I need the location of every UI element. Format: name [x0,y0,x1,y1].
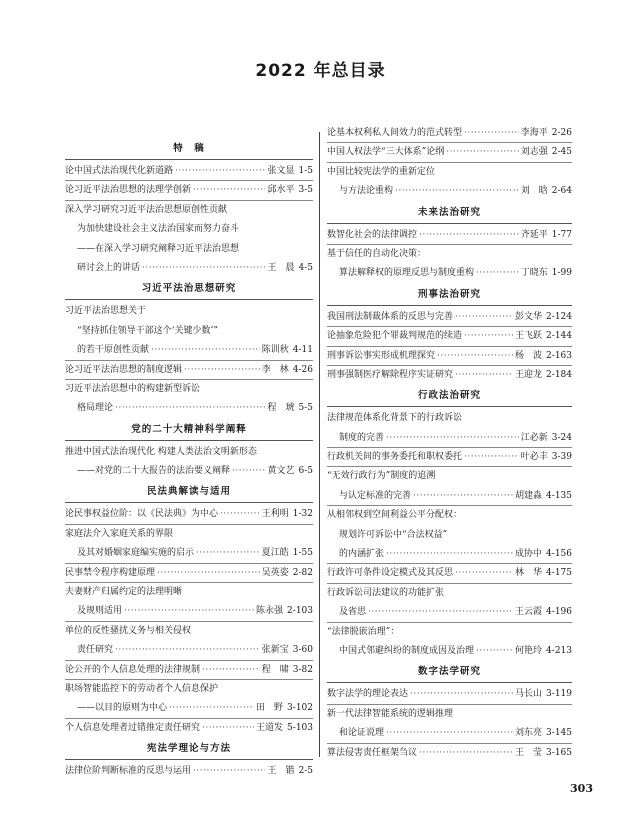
entry-author: 李 林 [261,364,289,375]
toc-entry [65,361,313,380]
entry-page: 3-24 [551,432,572,443]
page-title: 2022 年总目录 [255,61,386,81]
section-heading: 特 稿 [65,138,313,160]
entry-title: 刑事强制医疗解除程序实证研究 [327,369,454,380]
entry-title: 刑事诉讼事实形成机理探究 [327,350,436,361]
entry-author: 马长山 [515,689,543,700]
toc-entry [327,744,572,763]
entry-page: 4-26 [292,364,313,375]
entry-author: 王 晨 [267,262,295,273]
dot-leader [193,762,265,781]
entry-author: 王云霞 [515,607,543,618]
entry-title: 规划许可诉讼中“合法权益” [339,529,448,540]
dot-leader [419,744,513,763]
entry-page: 2-64 [551,186,572,197]
entry-page: 2-163 [546,350,572,361]
toc-entry [65,462,313,481]
entry-title: 格局理论 [77,403,114,414]
dot-leader [413,487,513,506]
entry-title: 家庭法介入家庭关系的界限 [65,528,174,539]
entry-author: 田 野 [256,703,284,714]
dot-leader [169,699,254,718]
toc-entry [327,182,572,201]
dot-leader [437,347,513,366]
dot-leader [202,719,254,738]
entry-title: 与方法论重构 [339,186,394,197]
toc-entry [65,622,313,641]
dot-leader [476,264,519,283]
entry-author: 叶必丰 [520,452,548,463]
dot-leader [175,162,265,181]
entry-title: 和论证说理 [339,728,385,739]
entry-title: 中国人权法学“三大体系”论纲 [327,147,445,158]
entry-author: 何艳玲 [515,645,543,656]
toc-entry [65,544,313,563]
entry-title: 论基本权利私人间效力的范式转型 [327,128,463,138]
toc-entry [327,487,572,506]
toc-entry [65,719,313,738]
toc-entry [327,429,572,448]
entry-author: 杨 波 [515,350,543,361]
entry-title: 行政机关间的事务委托和职权委托 [327,452,463,463]
entry-title: 为加快建设社会主义法治国家而努力奋斗 [77,224,240,235]
section-heading: 习近平法治思想研究 [65,278,313,300]
dot-leader [386,429,519,448]
entry-title: 民事禁令程序构建原理 [65,567,156,578]
entry-page: 5-103 [287,722,313,733]
page-number: 303 [570,782,593,795]
dot-leader [220,505,260,524]
entry-author: 王迎龙 [515,369,543,380]
entry-title: 数字法学的理论表达 [327,689,409,700]
toc-entry [65,259,313,278]
toc-entry [65,583,313,602]
dot-leader [476,642,513,661]
entry-title: ——在深入学习研究阐释习近平法治思想 [77,243,240,254]
entry-page: 4-156 [546,549,572,560]
toc-entry [65,525,313,544]
entry-author: 刘东亮 [515,728,543,739]
toc-entry [327,685,572,704]
entry-author: 林 华 [515,568,543,579]
toc-entry [327,143,572,162]
entry-author: 陈训秋 [261,345,289,356]
toc-entry [65,680,313,699]
entry-author: 彭文华 [515,311,543,322]
entry-author: 成协中 [515,549,543,560]
entry-page: 2-5 [298,766,313,777]
dot-leader [464,124,519,143]
toc-entry [65,302,313,321]
dot-leader [115,641,260,660]
dot-leader [184,361,260,380]
entry-title: 算法解释权的原理反思与制度重构 [339,268,475,279]
entry-title: 的内涵扩张 [339,549,385,560]
entry-title: “法律脱嵌治理”： [327,626,400,637]
entry-page: 4-11 [292,345,313,356]
entry-page: 3-39 [551,452,572,463]
entry-page: 1-32 [292,509,313,520]
dot-leader [464,448,519,467]
toc-entry [327,163,572,182]
entry-page: 1-5 [298,166,313,176]
entry-author: 黄文艺 [267,466,295,477]
dot-leader [446,143,519,162]
dot-leader [410,685,513,704]
entry-title: 及省思 [339,607,367,618]
entry-page: 2-26 [551,128,572,138]
entry-page: 3-5 [298,185,313,196]
dot-leader [115,399,265,418]
dot-leader [157,564,260,583]
toc-entry [327,564,572,583]
toc-entry [327,226,572,245]
entry-page: 6-5 [298,466,313,477]
toc-entry [65,564,313,583]
section-heading: 党的二十大精神科学阐释 [65,419,313,441]
entry-title: 单位的反性骚扰义务与相关侵权 [65,625,192,636]
entry-title: 中国式邻避纠纷的制度成因及治理 [339,645,475,656]
entry-title: ——以目的原则为中心 [77,703,168,714]
entry-title: 算法侵害责任框架刍议 [327,747,418,758]
toc-entry [327,245,572,264]
entry-page: 1-99 [551,268,572,279]
entry-author: 王道发 [256,722,284,733]
toc-entry [327,724,572,743]
entry-page: 1-77 [551,229,572,240]
entry-author: 吴英姿 [261,567,289,578]
entry-author: 胡建淼 [515,490,543,501]
entry-title: 及规则适用 [77,606,123,617]
entry-author: 王飞跃 [515,331,543,342]
entry-page: 2-45 [551,147,572,158]
entry-title: 制度的完善 [339,432,385,443]
entry-author: 李海平 [520,128,548,138]
entry-page: 2-103 [287,606,313,617]
entry-title: 及其对婚姻家庭编实施的启示 [77,548,195,559]
toc-entry [65,341,313,360]
entry-author: 丁晓东 [520,268,548,279]
entry-title: 推进中国式法治现代化 构建人类法治文明新形态 [65,446,257,457]
dot-leader [202,661,260,680]
entry-title: 数智化社会的法律调控 [327,229,418,240]
toc-entry [65,661,313,680]
entry-author: 张新宝 [261,645,289,656]
toc-entry [327,448,572,467]
entry-title: 行政诉讼司法建议的功能扩张 [327,587,445,598]
dot-leader [196,544,260,563]
entry-title: “坚持抓住领导干部这个‘关键少数’” [77,325,218,336]
entry-title: 我国刑法制裁体系的反思与完善 [327,311,454,322]
toc-entry [327,327,572,346]
entry-author: 邱水平 [267,185,295,196]
dot-leader [395,182,519,201]
toc-entry [65,699,313,718]
toc-entry [327,705,572,724]
toc-entry [65,602,313,621]
section-heading: 行政法治研究 [327,385,572,407]
entry-author: 陈永强 [256,606,284,617]
toc-entry [65,399,313,418]
toc-entry [65,181,313,200]
dot-leader [232,462,265,481]
section-heading: 未来法治研究 [327,202,572,224]
entry-title: 夫妻财产归属约定的法理明晰 [65,587,183,598]
toc-entry [65,380,313,399]
dot-leader [142,259,265,278]
toc-entry [327,623,572,642]
entry-title: 深入学习研究习近平法治思想原创性贡献 [65,204,228,215]
section-heading: 刑事法治研究 [327,284,572,306]
entry-title: 研讨会上的讲话 [77,262,141,273]
entry-author: 刘 晗 [520,186,548,197]
entry-title: 职场智能监控下的劳动者个人信息保护 [65,683,219,694]
entry-title: 基于信任的自动化决策： [327,248,427,259]
entry-title: 法律规范体系化背景下的行政诉讼 [327,413,463,424]
dot-leader [386,724,513,743]
toc-entry [65,240,313,259]
toc-entry [327,347,572,366]
entry-page: 4-213 [546,645,572,656]
section-heading: 宪法学理论与方法 [65,738,313,760]
dot-leader [368,603,513,622]
entry-title: 与认定标准的完善 [339,490,412,501]
entry-author: 齐延平 [520,229,548,240]
entry-title: 中国比较宪法学的重新定位 [327,166,436,177]
entry-title: 论中国式法治现代化新道路 [65,166,174,176]
entry-title: 习近平法治思想关于 [65,306,147,317]
toc-entry [65,220,313,239]
toc-left-column [65,124,313,782]
entry-author: 王 莹 [515,747,543,758]
dot-leader [193,181,265,200]
toc-entry [65,162,313,181]
entry-page: 4-175 [546,568,572,579]
entry-title: 的若干原创性贡献 [77,345,150,356]
entry-author: 江必新 [520,432,548,443]
toc-entry [327,264,572,283]
dot-leader [386,545,513,564]
dot-leader [455,308,513,327]
entry-title: 论习近平法治思想的法理学创新 [65,185,192,196]
dot-leader [455,564,513,583]
toc-entry [327,366,572,385]
entry-page: 2-184 [546,369,572,380]
dot-leader [151,341,260,360]
entry-author: 程 琥 [267,403,295,414]
entry-page: 3-102 [287,703,313,714]
dot-leader [455,366,513,385]
toc-entry [327,506,572,525]
entry-page: 5-5 [298,403,313,414]
entry-page: 2-82 [292,567,313,578]
column-divider [319,132,320,757]
entry-author: 夏江皓 [261,548,289,559]
toc-entry [327,545,572,564]
entry-page: 4-5 [298,262,313,273]
entry-page: 4-135 [546,490,572,501]
entry-page: 3-145 [546,728,572,739]
entry-title: 责任研究 [77,645,114,656]
entry-author: 程 啸 [261,664,289,675]
entry-title: 法律位阶判断标准的反思与运用 [65,766,192,777]
toc-entry [327,409,572,428]
toc-entry [327,526,572,545]
entry-title: ——对党的二十大报告的法治要义阐释 [77,466,231,477]
entry-title: “无效行政行为”制度的追溯 [327,471,436,482]
toc-entry [327,584,572,603]
entry-page: 1-55 [292,548,313,559]
entry-title: 行政许可条件设定模式及其反思 [327,568,454,579]
toc-entry [327,467,572,486]
entry-title: 论抽象危险犯个罪裁判规范的续造 [327,331,463,342]
entry-author: 张文显 [267,166,295,176]
entry-title: 从相邻权到空间利益公平分配权： [327,510,463,521]
entry-title: 习近平法治思想中的构建新型诉讼 [65,383,201,394]
toc-entry [65,762,313,781]
entry-title: 新一代法律智能系统的逻辑推理 [327,708,454,719]
toc-entry [327,308,572,327]
section-heading: 民法典解读与适用 [65,481,313,503]
toc-entry [65,443,313,462]
entry-author: 刘志强 [520,147,548,158]
entry-page: 2-124 [546,311,572,322]
entry-page: 3-60 [292,645,313,656]
entry-page: 3-165 [546,747,572,758]
entry-title: 论民事权益位阶：以《民法典》为中心 [65,509,219,520]
dot-leader [124,602,254,621]
entry-title: 论习近平法治思想的制度逻辑 [65,364,183,375]
entry-page: 3-119 [546,689,572,700]
toc-entry [327,642,572,661]
toc-right-column [327,124,572,763]
toc-entry [65,322,313,341]
toc-entry [327,603,572,622]
entry-title: 个人信息处理者过错推定责任研究 [65,722,201,733]
section-heading: 数字法学研究 [327,661,572,683]
entry-author: 王 锴 [267,766,295,777]
toc-entry [65,505,313,524]
toc-entry [65,201,313,220]
toc-entry [327,124,572,143]
entry-page: 4-196 [546,607,572,618]
entry-title: 论公开的个人信息处理的法律规制 [65,664,201,675]
entry-page: 2-144 [546,331,572,342]
entry-author: 王利明 [261,509,289,520]
entry-page: 3-82 [292,664,313,675]
dot-leader [419,226,519,245]
toc-entry [65,641,313,660]
dot-leader [464,327,513,346]
